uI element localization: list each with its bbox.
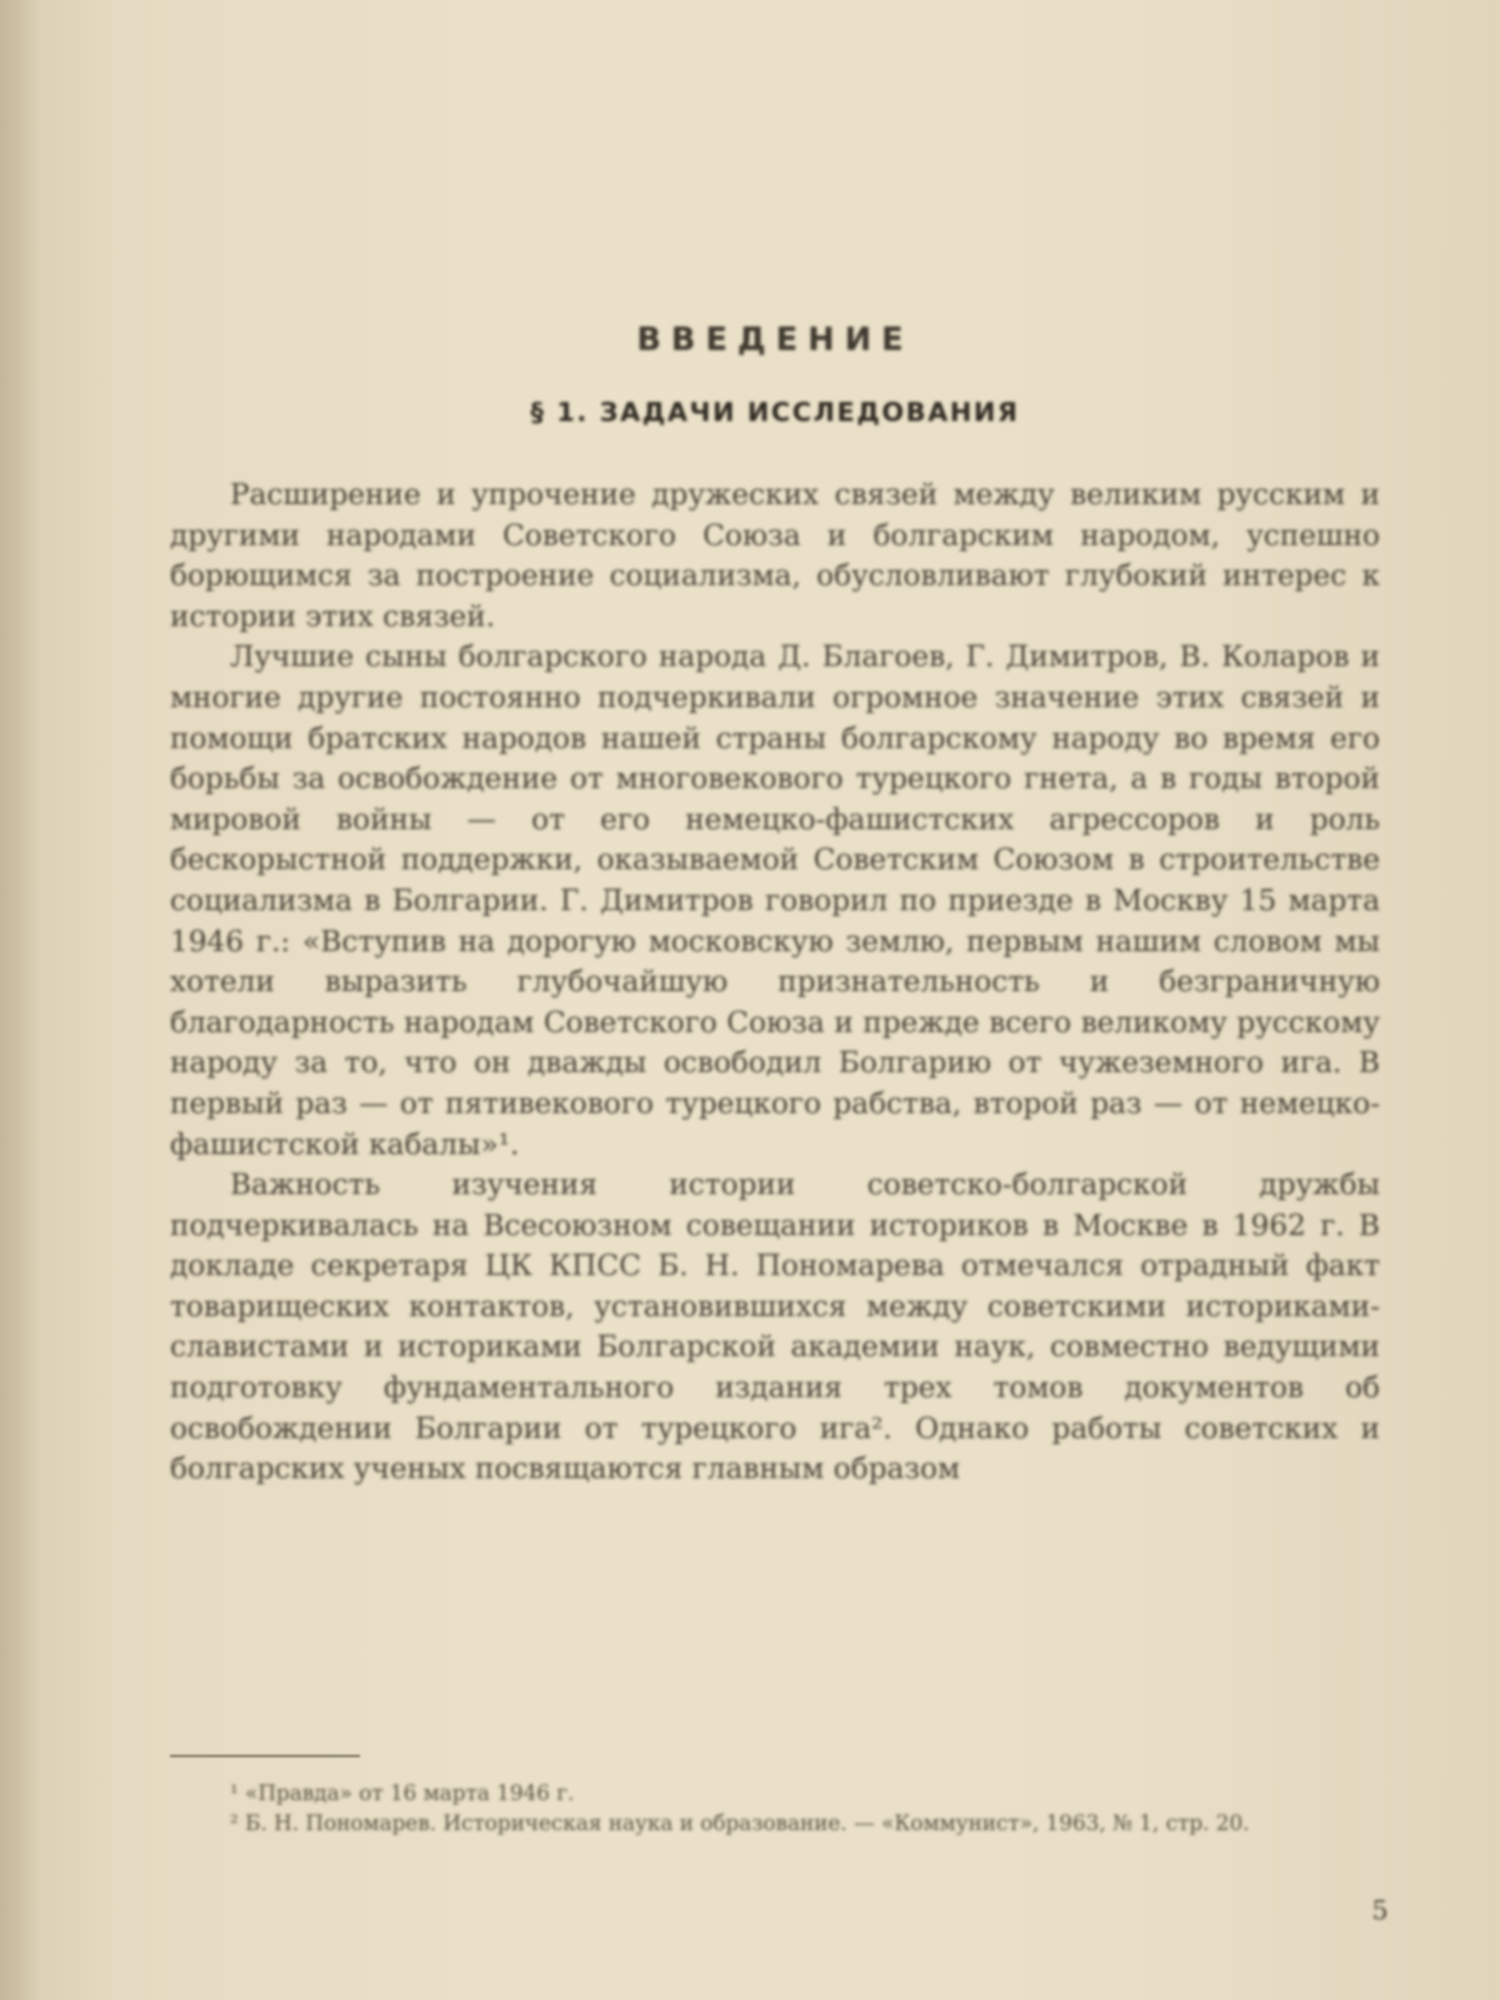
paragraph: Лучшие сыны болгарского народа Д. Благоев, Г. Димитров, В. Коларов и многие другие постоянно подчеркивали огромное значение этих связей и помощи братских народов нашей страны болгарскому народу во время его борьбы за освобождение от многовекового турецкого гнета, а в годы второй мировой войны — от его немецко-фашистских агрессоров и роль бескорыстной поддержки, оказываемой Советским Союзом в строительстве социализма в Болгарии. Г. Димитров говорил по приезде в Москву 15 марта 1946 г.: «Вступив на дорогую московскую землю, первым нашим словом мы хотели выразить глубочайшую признательность и безграничную благодарность народам Советского Союза и прежде всего великому русскому народу за то, что он дважды освободил Болгарию от чужеземного ига. В первый раз — от пятивекового турецкого рабства, второй раз — от немецко-фашистской кабалы»¹.	[170, 639, 1380, 1161]
footnote: ¹ «Правда» от 16 марта 1946 г.	[230, 1781, 575, 1805]
footnote: ² Б. Н. Пономарев. Историческая наука и образование. — «Коммунист», 1963, № 1, стр. 20.	[230, 1811, 1250, 1835]
section-title: § 1. ЗАДАЧИ ИССЛЕДОВАНИЯ	[530, 398, 1020, 428]
page-number: 5	[1371, 1896, 1389, 1926]
main-text	[170, 320, 1380, 1489]
chapter-title: ВВЕДЕНИЕ	[636, 320, 914, 358]
paragraph: Важность изучения истории советско-болгарской дружбы подчеркивалась на Всесоюзном совещании историков в Москве в 1962 г. В докладе секретаря ЦК КПСС Б. Н. Пономарева отмечался отрадный факт товарищеских контактов, установившихся между советскими историками-славистами и историками Болгарской академии наук, совместно ведущими подготовку фундаментального издания трех томов документов об освобождении Болгарии от турецкого ига². Однако работы советских и болгарских ученых посвящаются главным образом	[170, 1167, 1380, 1486]
paragraph: Расширение и упрочение дружеских связей между великим русским и другими народами Советского Союза и болгарским народом, успешно борющимся за построение социализма, обусловливают глубокий интерес к истории этих связей.	[170, 477, 1380, 633]
footnotes	[170, 1778, 1380, 1838]
page-gutter-shadow	[0, 0, 40, 2000]
footnote-divider	[170, 1755, 360, 1757]
